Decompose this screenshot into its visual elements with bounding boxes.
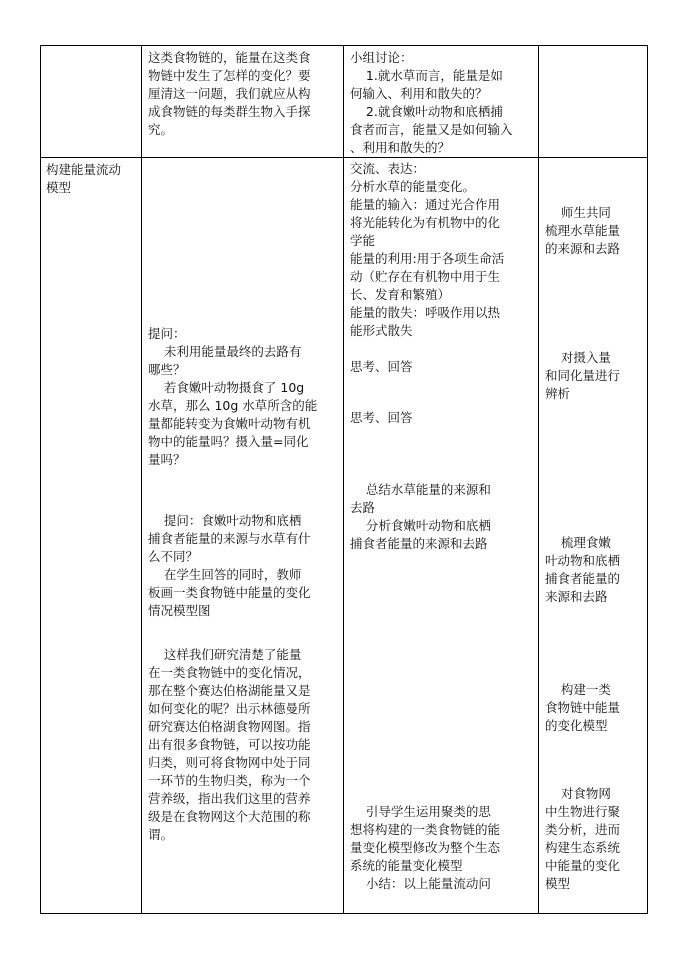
text-line: 这样我们研究清楚了能量 [148,647,302,662]
text-line: 去路 [350,500,376,515]
text-line: 交流、表达： [350,161,426,176]
row1-teacher-activity [148,49,311,139]
student-think-answer-1 [350,358,413,376]
text-line: 出有很多食物链，可以按功能 [148,737,311,752]
lesson-plan-table [40,45,648,914]
text-line: 板画一类食物链中能量的变化 [148,585,311,600]
text-line: 类分析，进而 [545,822,621,837]
student-summary [350,481,491,553]
text-line: 构建生态系统 [545,840,621,855]
text-line: 能量的散失：呼吸作用以热 [350,305,501,320]
text-line: 量变化模型修改为整个生态 [350,840,501,855]
text-line: 究。 [148,122,174,137]
student-clustering-guide [350,803,500,893]
text-line: 对食物网 [545,786,611,801]
text-line: 能量的输入：通过光合作用 [350,197,501,212]
text-line: 对摄入量 [545,350,611,365]
text-line: 2.就食嫩叶动物和底栖捕 [350,104,503,119]
text-line: 模型 [545,876,571,891]
text-line: 如何变化的呢？出示林德曼所 [148,701,311,716]
teacher-question-energy-source [148,512,311,620]
text-line: 捕食者能量的来源和去路 [350,536,488,551]
text-line: 营养级，指出我们这里的营养 [148,791,311,806]
intent-ecosystem-model [545,785,620,893]
text-line: 一环节的生物归类，称为一个 [148,773,311,788]
text-line: 长、发育和繁殖） [350,287,451,302]
stage-title [46,161,121,197]
text-line: 那在整个赛达伯格湖能量又是 [148,683,311,698]
text-line: 量吗？ [148,452,186,467]
teacher-food-web-explanation [148,646,311,844]
text-line: 总结水草能量的来源和 [350,482,491,497]
text-line: 梳理水草能量 [545,223,621,238]
text-line: 构建一类 [545,682,611,697]
table-border-bottom [40,913,648,914]
text-line: 能形式散失 [350,323,413,338]
text-line: 捕食者能量的 [545,571,621,586]
text-line: 水草，那么 10g 水草所含的能 [148,398,318,413]
text-line: 级是在食物网这个大范围的称 [148,809,311,824]
text-line: 、利用和散失的？ [350,140,451,155]
intent-build-model [545,681,620,735]
text-line: 梳理食嫩 [545,535,611,550]
intent-intake-vs-assimilation [545,349,620,403]
column-divider-3 [538,45,539,914]
row-divider [40,157,648,158]
text-line: 的来源和去路 [545,241,621,256]
text-line: 中能量的变化 [545,858,621,873]
text-line: 何输入、利用和散失的？ [350,86,488,101]
intent-consumer-energy [545,534,620,606]
text-line: 能量的利用:用于各项生命活 [350,251,505,266]
text-line: 食者而言，能量又是如何输入 [350,122,513,137]
text-line: 1.就水草而言，能量是如 [350,68,503,83]
text-line: 和同化量进行 [545,368,621,383]
teacher-question-unused-energy [148,325,317,469]
text-line: 分析食嫩叶动物和底栖 [350,518,491,533]
text-line: 提问：食嫩叶动物和底栖 [148,513,302,528]
table-border-left [40,45,41,914]
text-line: 辨析 [545,386,571,401]
text-line: 物中的能量吗？摄入量=同化 [148,434,309,449]
text-line: 哪些？ [148,362,186,377]
column-divider-2 [343,45,344,914]
text-line: 师生共同 [545,205,611,220]
text-line: 厘清这一问题，我们就应从构 [148,86,311,101]
row1-student-activity [350,49,513,157]
text-line: 捕食者能量的来源与水草有什 [148,531,311,546]
text-line: 小结：以上能量流动问 [350,876,491,891]
text-line: 成食物链的每类群生物入手探 [148,104,311,119]
student-waterweed-analysis [350,160,504,340]
text-line: 系统的能量变化模型 [350,858,463,873]
text-line: 构建能量流动 [46,162,122,177]
text-line: 物链中发生了怎样的变化？要 [148,68,311,83]
text-line: 这类食物链的，能量在这类食 [148,50,311,65]
text-line: 将光能转化为有机物中的化 [350,215,501,230]
text-line: 么不同？ [148,549,199,564]
text-line: 食物链中能量 [545,700,621,715]
intent-waterweed-energy [545,204,620,258]
text-line: 思考、回答 [350,410,413,425]
text-line: 在学生回答的同时，教师 [148,567,302,582]
text-line: 量都能转变为食嫩叶动物有机 [148,416,311,431]
column-divider-1 [141,45,142,914]
text-line: 分析水草的能量变化。 [350,179,476,194]
text-line: 研究赛达伯格湖食物网图。指 [148,719,311,734]
text-line: 叶动物和底栖 [545,553,621,568]
text-line: 模型 [46,180,72,195]
text-line: 学能 [350,233,376,248]
text-line: 提问： [148,326,186,341]
text-line: 想将构建的一类食物链的能 [350,822,501,837]
text-line: 动（贮存在有机物中用于生 [350,269,501,284]
table-border-right [647,45,648,914]
text-line: 情况模型图 [148,603,211,618]
text-line: 来源和去路 [545,589,608,604]
text-line: 若食嫩叶动物摄食了 10g [148,380,305,395]
text-line: 在一类食物链中的变化情况， [148,665,311,680]
text-line: 引导学生运用聚类的思 [350,804,491,819]
text-line: 小组讨论： [350,50,413,65]
text-line: 中生物进行聚 [545,804,621,819]
text-line: 谓。 [148,827,174,842]
text-line: 的变化模型 [545,718,608,733]
table-border-top [40,45,648,46]
text-line: 未利用能量最终的去路有 [148,344,302,359]
text-line: 归类，则可将食物网中处于同 [148,755,311,770]
text-line: 思考、回答 [350,359,413,374]
student-think-answer-2 [350,409,413,427]
